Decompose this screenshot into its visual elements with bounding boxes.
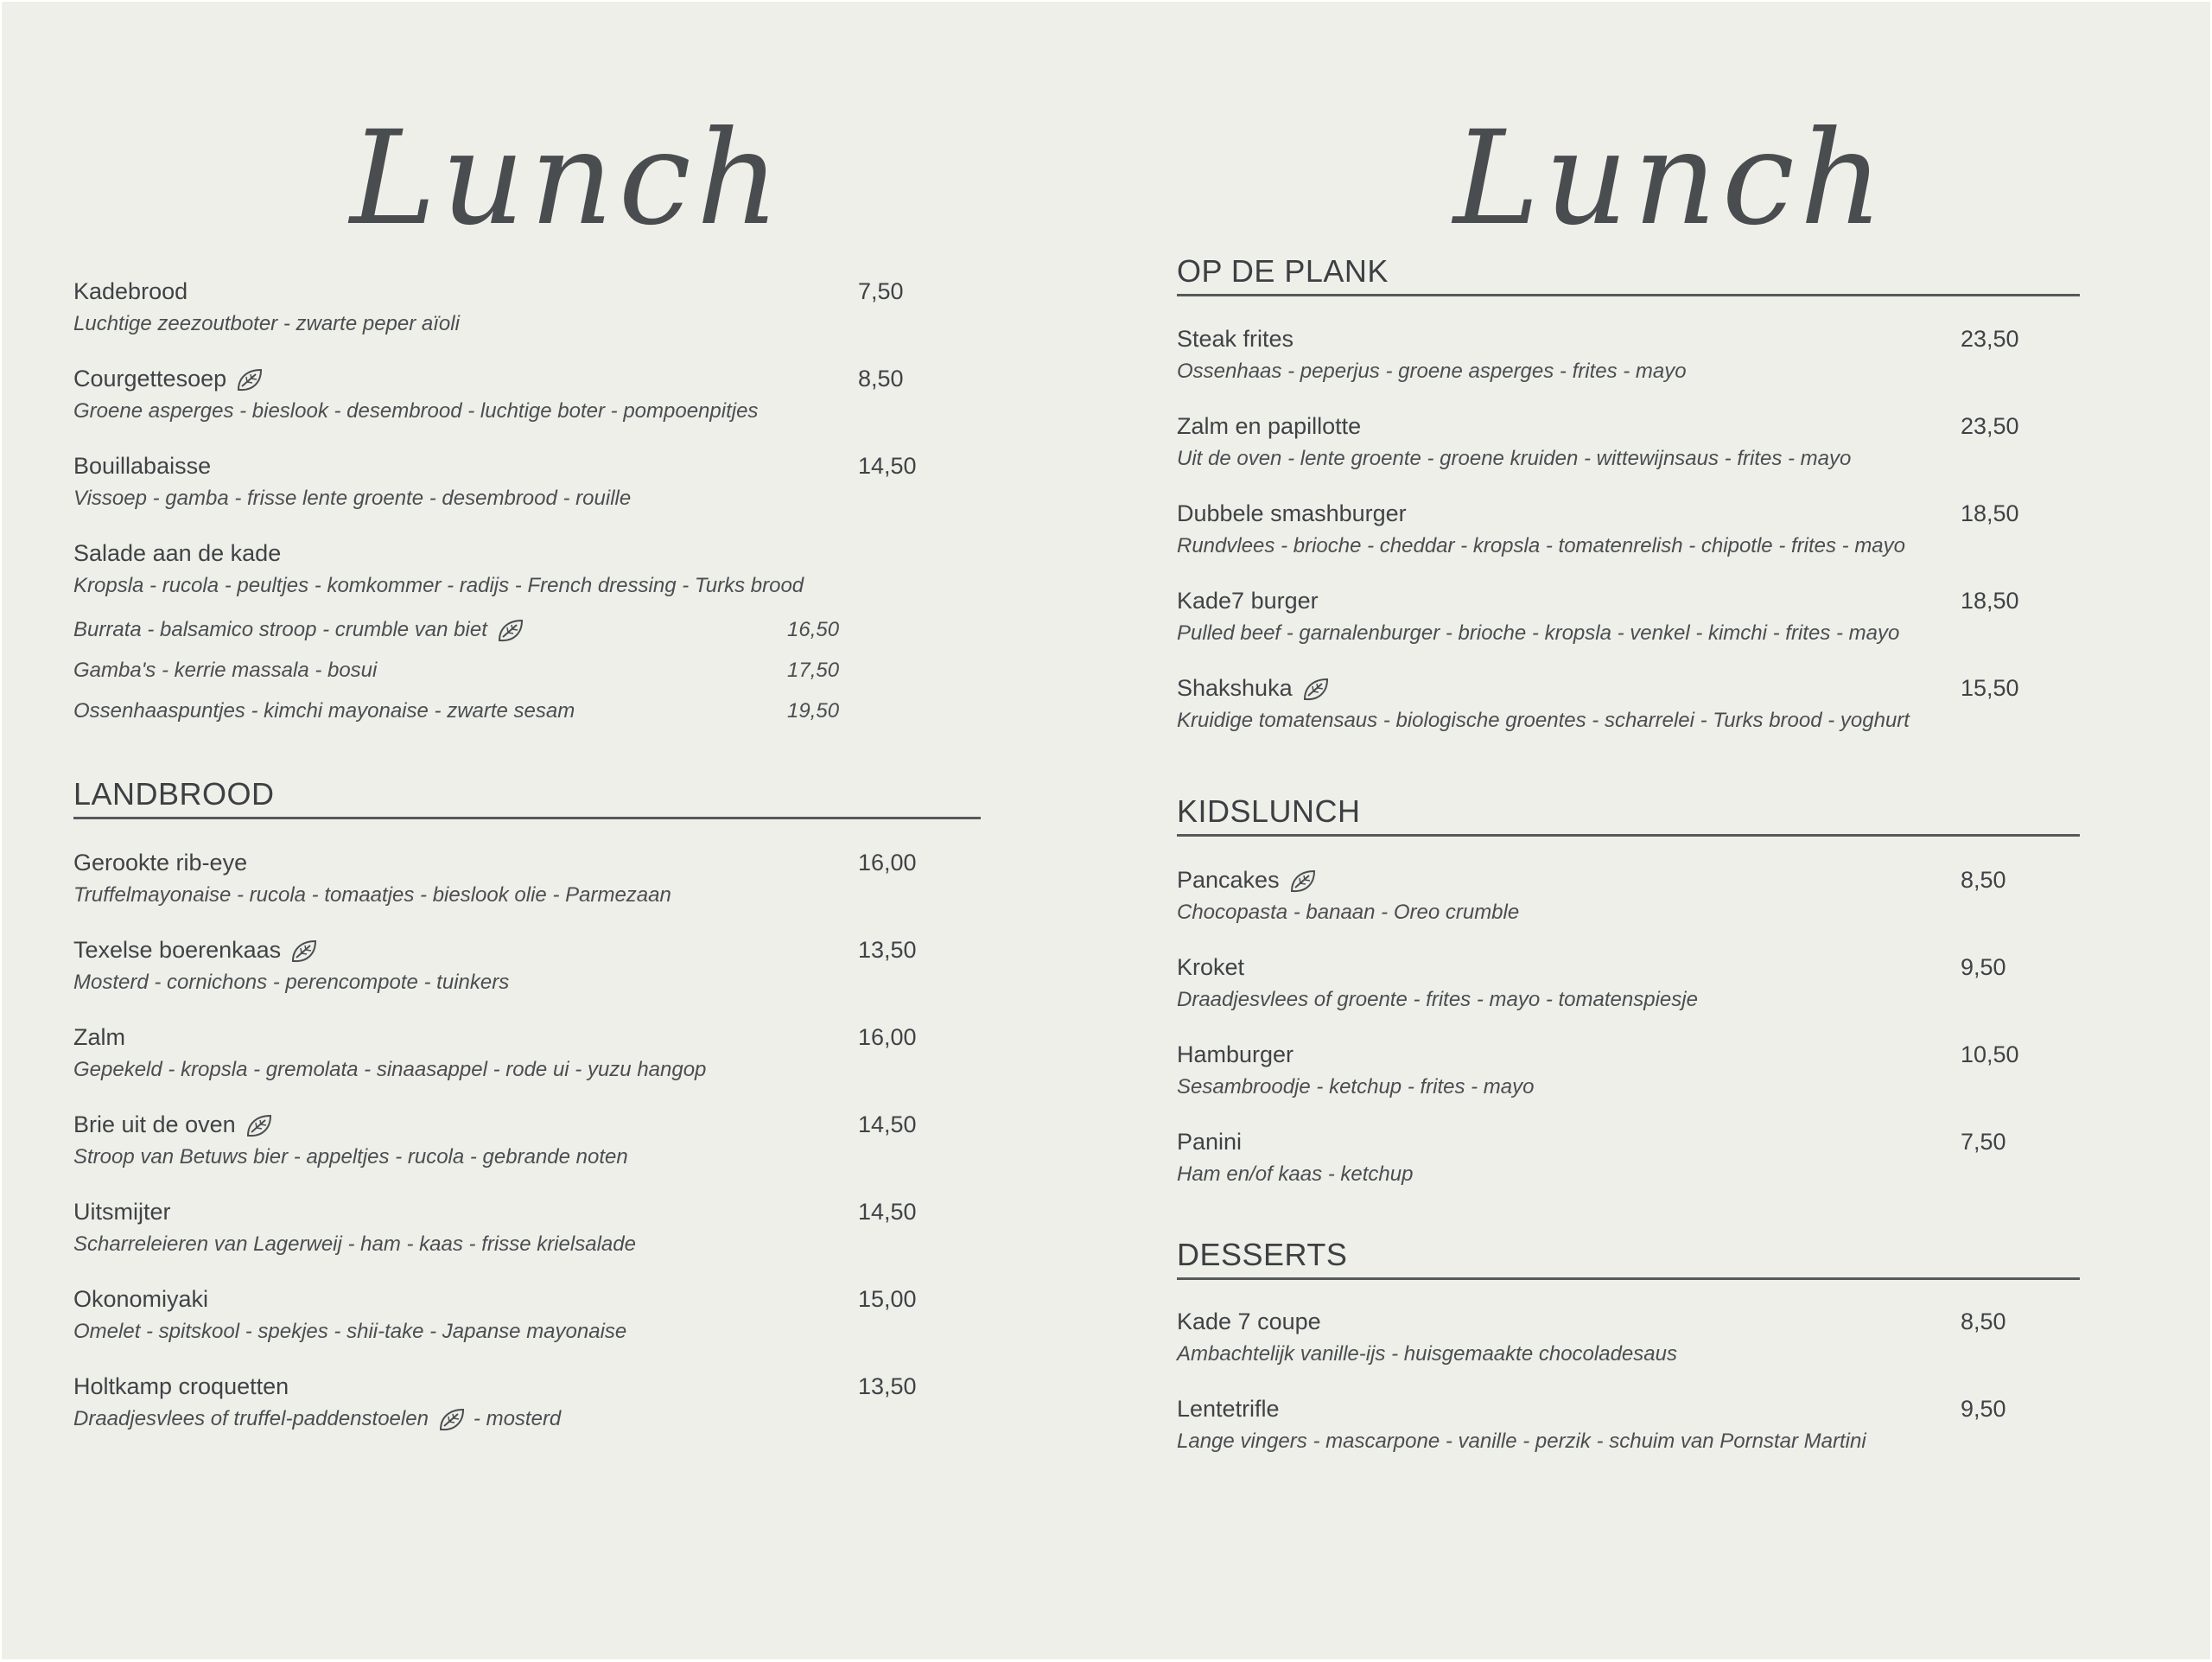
item-name: Pancakes — [1177, 867, 1280, 893]
item-price: 16,00 — [858, 850, 917, 876]
item-price: 14,50 — [858, 1199, 917, 1225]
menu-page — [2, 2, 2210, 1659]
item-description: Rundvlees - brioche - cheddar - kropsla - tomatenrelish - chipotle - frites - mayo — [1177, 534, 1905, 557]
item-price: 7,50 — [1961, 1129, 2006, 1155]
salad-option-price: 19,50 — [787, 699, 840, 723]
item-description: Mosterd - cornichons - perencompote - tuinkers — [73, 971, 510, 994]
menu-item — [73, 935, 981, 1022]
item-description: Draadjesvlees of groente - frites - mayo - tomatenspiesje — [1177, 988, 1698, 1011]
menu-item — [73, 848, 981, 935]
item-price: 18,50 — [1961, 500, 2019, 526]
item-price: 9,50 — [1961, 1396, 2006, 1422]
item-description-suffix: - mosterd — [473, 1407, 562, 1430]
salad-option-price: 16,50 — [787, 618, 840, 641]
item-name: Brie uit de oven — [73, 1111, 236, 1137]
item-description: Gepekeld - kropsla - gremolata - sinaasappel - rode ui - yuzu hangop — [73, 1058, 707, 1081]
leaf-icon — [1301, 677, 1331, 703]
menu-item — [73, 1022, 981, 1110]
op-de-plank-section — [1177, 252, 2080, 761]
menu-item — [73, 538, 981, 617]
item-price: 23,50 — [1961, 326, 2019, 352]
item-name: Texelse boerenkaas — [73, 937, 282, 963]
menu-item — [73, 277, 981, 364]
menu-item — [1177, 1394, 2080, 1481]
item-name: Steak frites — [1177, 326, 1294, 352]
item-description: Uit de oven - lente groente - groene kruiden - wittewijnsaus - frites - mayo — [1177, 447, 1852, 470]
item-name: Kade 7 coupe — [1177, 1309, 1321, 1334]
menu-item — [73, 451, 981, 538]
item-description: Pulled beef - garnalenburger - brioche - kropsla - venkel - kimchi - frites - mayo — [1177, 621, 1900, 645]
menu-item — [73, 1372, 981, 1459]
item-name: Holtkamp croquetten — [73, 1373, 289, 1399]
item-price: 13,50 — [858, 1373, 917, 1399]
menu-item — [1177, 1127, 2080, 1214]
item-price: 16,00 — [858, 1024, 917, 1050]
item-price: 14,50 — [858, 1111, 917, 1137]
item-name: Gerookte rib-eye — [73, 850, 248, 876]
item-name: Zalm — [73, 1024, 125, 1050]
salad-option — [73, 617, 981, 658]
desserts-section — [1177, 1236, 2080, 1481]
leaf-icon — [245, 1113, 274, 1139]
menu-item — [1177, 1040, 2080, 1127]
item-price: 8,50 — [858, 366, 904, 392]
item-description: Vissoep - gamba - frisse lente groente - desembrood - rouille — [73, 487, 632, 510]
salad-option-description: Burrata - balsamico stroop - crumble van biet — [73, 618, 487, 641]
item-description: Chocopasta - banaan - Oreo crumble — [1177, 901, 1520, 924]
leaf-icon — [1288, 869, 1318, 895]
item-price: 8,50 — [1961, 867, 2006, 893]
item-name: Panini — [1177, 1129, 1243, 1155]
item-name: Hamburger — [1177, 1041, 1294, 1067]
lunch-items-section — [73, 277, 981, 739]
lunch-title-right: Lunch — [1453, 104, 1889, 254]
item-description: Ambachtelijk vanille-ijs - huisgemaakte chocoladesaus — [1177, 1342, 1677, 1366]
leaf-icon — [289, 939, 319, 965]
item-price: 15,00 — [858, 1286, 917, 1312]
item-price: 23,50 — [1961, 413, 2019, 439]
item-price: 7,50 — [858, 278, 904, 304]
menu-item — [1177, 411, 2080, 499]
item-price: 18,50 — [1961, 588, 2019, 614]
menu-item — [73, 1110, 981, 1197]
item-name: Lentetrifle — [1177, 1396, 1280, 1422]
leaf-icon — [496, 618, 525, 644]
item-name: Kroket — [1177, 954, 1245, 980]
menu-item — [73, 1284, 981, 1372]
section-heading-op-de-plank: OP DE PLANK — [1177, 252, 2080, 296]
item-name: Salade aan de kade — [73, 540, 282, 566]
item-price: 9,50 — [1961, 954, 2006, 980]
menu-item — [73, 364, 981, 451]
item-name: Bouillabaisse — [73, 453, 212, 479]
item-description: Omelet - spitskool - spekjes - shii-take - Japanse mayonaise — [73, 1320, 627, 1343]
menu-item — [1177, 1307, 2080, 1394]
item-name: Uitsmijter — [73, 1199, 171, 1225]
salad-option-price: 17,50 — [787, 659, 840, 682]
leaf-icon — [235, 367, 264, 393]
item-price: 10,50 — [1961, 1041, 2019, 1067]
item-description: Kropsla - rucola - peultjes - komkommer - radijs - French dressing - Turks brood — [73, 574, 804, 597]
item-name: Kade7 burger — [1177, 588, 1319, 614]
item-description: Ham en/of kaas - ketchup — [1177, 1162, 1414, 1186]
menu-item — [1177, 673, 2080, 761]
menu-item — [73, 1197, 981, 1284]
item-description: Truffelmayonaise - rucola - tomaatjes - bieslook olie - Parmezaan — [73, 883, 671, 907]
item-price: 14,50 — [858, 453, 917, 479]
menu-item — [1177, 499, 2080, 586]
item-description: Ossenhaas - peperjus - groene asperges - frites - mayo — [1177, 360, 1687, 383]
item-price: 13,50 — [858, 937, 917, 963]
section-heading-desserts: DESSERTS — [1177, 1236, 2080, 1280]
section-heading-landbrood: LANDBROOD — [73, 775, 981, 819]
item-description: Groene asperges - bieslook - desembrood - luchtige boter - pompoenpitjes — [73, 399, 759, 423]
salad-option-description: Ossenhaaspuntjes - kimchi mayonaise - zwarte sesam — [73, 699, 575, 723]
item-description: Scharreleieren van Lagerweij - ham - kaas - frisse krielsalade — [73, 1232, 636, 1256]
item-name: Zalm en papillotte — [1177, 413, 1362, 439]
salad-option-description: Gamba's - kerrie massala - bosui — [73, 659, 378, 682]
item-price: 8,50 — [1961, 1309, 2006, 1334]
item-description: Kruidige tomatensaus - biologische groentes - scharrelei - Turks brood - yoghurt — [1177, 709, 1910, 732]
item-price: 15,50 — [1961, 675, 2019, 701]
item-description: Draadjesvlees of truffel-paddenstoelen — [73, 1407, 429, 1430]
item-description: Luchtige zeezoutboter - zwarte peper aïoli — [73, 312, 460, 335]
item-name: Courgettesoep — [73, 366, 227, 392]
landbrood-section — [73, 775, 981, 1459]
leaf-icon — [437, 1407, 467, 1433]
menu-item — [1177, 952, 2080, 1040]
lunch-title-left: Lunch — [350, 104, 785, 254]
menu-item — [1177, 324, 2080, 411]
item-name: Shakshuka — [1177, 675, 1293, 701]
item-name: Dubbele smashburger — [1177, 500, 1407, 526]
item-description: Sesambroodje - ketchup - frites - mayo — [1177, 1075, 1535, 1098]
item-name: Kadebrood — [73, 278, 188, 304]
kidslunch-section — [1177, 793, 2080, 1214]
item-name: Okonomiyaki — [73, 1286, 209, 1312]
item-description: Lange vingers - mascarpone - vanille - perzik - schuim van Pornstar Martini — [1177, 1430, 1866, 1453]
item-description: Stroop van Betuws bier - appeltjes - rucola - gebrande noten — [73, 1145, 628, 1168]
salad-option — [73, 658, 981, 698]
salad-option — [73, 698, 981, 739]
section-heading-kidslunch: KIDSLUNCH — [1177, 793, 2080, 837]
menu-item — [1177, 865, 2080, 952]
menu-item — [1177, 586, 2080, 673]
